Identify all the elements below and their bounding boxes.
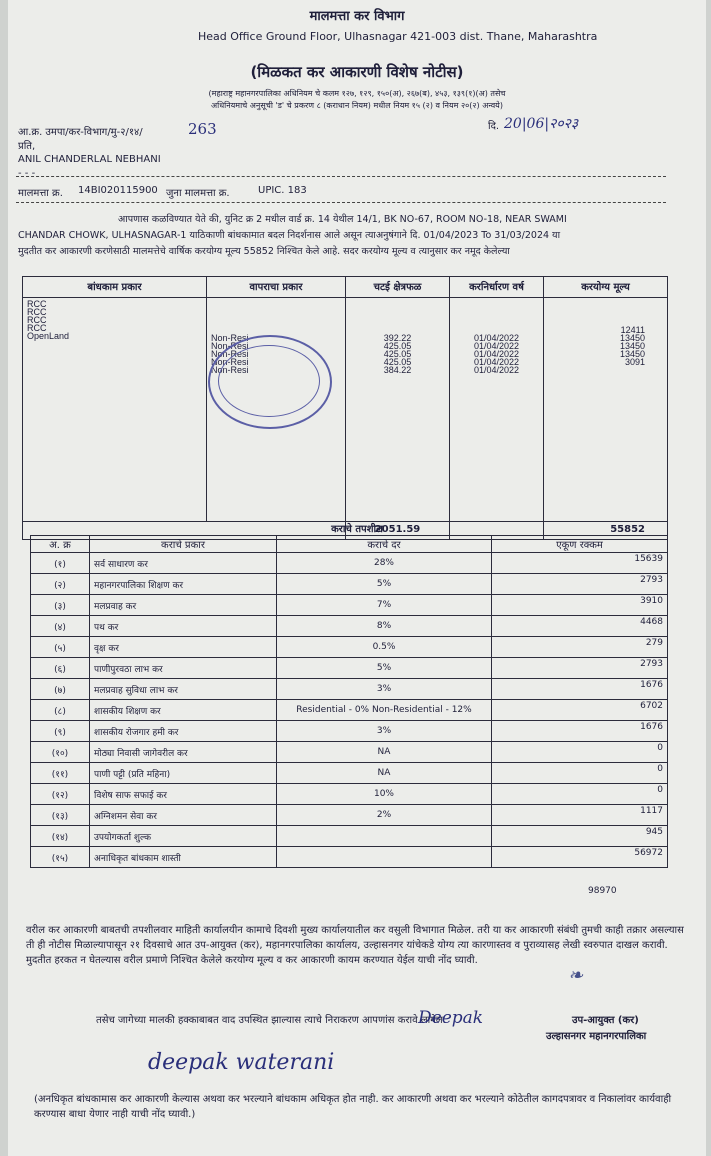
tax-type: उपयोगकर्ता शुल्क bbox=[90, 826, 277, 847]
tax-type: पथ कर bbox=[90, 616, 277, 637]
intro-line1: आपणास कळविण्यात येते की, युनिट क्र 2 मधील वार्ड क्र. 14 येथील 14/1, BK NO-67, ROOM NO-18, NEAR SWAMI bbox=[118, 214, 567, 225]
tax-rate: 3% bbox=[277, 721, 492, 742]
table-row bbox=[31, 784, 668, 805]
property-number: 14BI020115900 bbox=[78, 185, 158, 196]
tax-rate: 5% bbox=[277, 574, 492, 595]
tax-type: अग्निशमन सेवा कर bbox=[90, 805, 277, 826]
tax-rate: NA bbox=[277, 763, 492, 784]
header-usage: वापराचा प्रकार bbox=[207, 277, 346, 298]
tax-type: सर्व साधारण कर bbox=[90, 553, 277, 574]
law-reference-line1: (महाराष्ट्र महानगरपालिका अधिनियम चे कलम १२७, १२९, १५०(अ), २६७(ब), ४५३, १३९(१)(अ) तसेच bbox=[208, 89, 506, 98]
recipient-address-placeholder: - - - bbox=[18, 168, 36, 179]
list-item: 01/04/2022 bbox=[473, 341, 520, 351]
tax-rate: 7% bbox=[277, 595, 492, 616]
tax-amount: 56972 bbox=[492, 847, 668, 868]
tax-type: शासकीय शिक्षण कर bbox=[90, 700, 277, 721]
list-item: RCC bbox=[27, 315, 47, 325]
tax-amount: 6702 bbox=[492, 700, 668, 721]
tax-serial: (१५) bbox=[31, 847, 90, 868]
header-serial: अ. क्र bbox=[31, 536, 90, 553]
notice-document bbox=[8, 0, 706, 1156]
tax-rate: 2% bbox=[277, 805, 492, 826]
list-item: 425.05 bbox=[383, 349, 412, 359]
signatory-office: उल्हासनगर महानगरपालिका bbox=[546, 1031, 647, 1042]
list-item: Non-Resi bbox=[211, 365, 249, 375]
tax-amount: 0 bbox=[492, 763, 668, 784]
tax-type: पाणीपुरवठा लाभ कर bbox=[90, 658, 277, 679]
tax-type: विशेष साफ सफाई कर bbox=[90, 784, 277, 805]
tax-type: पाणी पट्टी (प्रति महिना) bbox=[90, 763, 277, 784]
date-label: दि. bbox=[488, 121, 500, 132]
footer-paragraph3: (अनधिकृत बांधकामास कर आकारणी केल्यास अथवा कर भरल्याने बांधकाम अधिकृत होत नाही. कर आकारणी अथवा कर भरल्याने कोठेतील कागदपत्रावर व निकालांवर कार्यवाही करण्यास बाधा येणार नाही याची नोंद घ्यावी.) bbox=[34, 1094, 672, 1120]
tax-rate bbox=[277, 826, 492, 847]
property-number-label: मालमत्ता क्र. bbox=[18, 188, 63, 199]
tax-serial: (६) bbox=[31, 658, 90, 679]
tax-type: मलप्रवाह कर bbox=[90, 595, 277, 616]
tax-type: मलप्रवाह सुविधा लाभ कर bbox=[90, 679, 277, 700]
tax-amount: 1117 bbox=[492, 805, 668, 826]
list-item: 13450 bbox=[619, 341, 645, 351]
tax-rate: 10% bbox=[277, 784, 492, 805]
official-seal-icon bbox=[208, 335, 332, 429]
tax-rate: 0.5% bbox=[277, 637, 492, 658]
tax-rate: 28% bbox=[277, 553, 492, 574]
tax-type: अनाधिकृत बांधकाम शास्ती bbox=[90, 847, 277, 868]
list-item: 3091 bbox=[624, 357, 645, 367]
header-taxable-value: करयोग्य मूल्य bbox=[544, 277, 668, 298]
list-item: RCC bbox=[27, 323, 47, 333]
header-area: चटई क्षेत्रफळ bbox=[346, 277, 450, 298]
list-item: 01/04/2022 bbox=[473, 357, 520, 367]
total-taxable-value: 55852 bbox=[544, 522, 668, 540]
table-row bbox=[31, 763, 668, 784]
header-year: करनिर्धारण वर्ष bbox=[450, 277, 544, 298]
list-item: RCC bbox=[27, 299, 47, 309]
tax-amount: 3910 bbox=[492, 595, 668, 616]
tax-amount: 15639 bbox=[492, 553, 668, 574]
tax-amount: 279 bbox=[492, 637, 668, 658]
footer-paragraph2: तसेच जागेच्या मालकी हक्काबाबत वाद उपस्थित झाल्यास त्याचे निराकरण आपणांस करावे लागेल. bbox=[96, 1015, 446, 1026]
officer-signature-icon: ❧ bbox=[568, 965, 584, 986]
list-item: Non-Resi bbox=[211, 357, 249, 367]
reference-label: आ.क्र. उमपा/कर-विभाग/मु-२/१४/ bbox=[18, 127, 143, 138]
handwritten-name: deepak waterani bbox=[148, 1050, 335, 1075]
tax-amount: 2793 bbox=[492, 574, 668, 595]
intro-line3: मुदतीत कर आकारणी करणेसाठी मालमत्तेचे वार्षिक करयोग्य मूल्य 55852 निश्चित केले आहे. सदर करयोग्य मूल्य व त्यानुसार कर नमूद केलेल्या bbox=[18, 246, 510, 257]
tax-rate: Residential - 0% Non-Residential - 12% bbox=[277, 700, 492, 721]
tax-serial: (७) bbox=[31, 679, 90, 700]
list-item: 13450 bbox=[619, 333, 645, 343]
final-total-amount: 98970 bbox=[588, 886, 617, 896]
tax-serial: (१०) bbox=[31, 742, 90, 763]
tax-amount: 945 bbox=[492, 826, 668, 847]
header-construction: बांधकाम प्रकार bbox=[23, 277, 207, 298]
table-row bbox=[31, 742, 668, 763]
tax-type: वृक्ष कर bbox=[90, 637, 277, 658]
intro-line2: CHANDAR CHOWK, ULHASNAGAR-1 याठिकाणी बांधकामात बदल निदर्शनास आले असून त्याअनुषंगाने दि. 01/04/2023 To 31/03/2024 या bbox=[18, 230, 561, 241]
tax-serial: (८) bbox=[31, 700, 90, 721]
tax-rate bbox=[277, 847, 492, 868]
list-item: 425.05 bbox=[383, 341, 412, 351]
table-row bbox=[31, 574, 668, 595]
tax-amount: 1676 bbox=[492, 721, 668, 742]
list-item: 01/04/2022 bbox=[473, 365, 520, 375]
tax-rate: 8% bbox=[277, 616, 492, 637]
header-total-amount: एकूण रक्कम bbox=[492, 536, 668, 553]
tax-amount: 0 bbox=[492, 742, 668, 763]
value-column bbox=[544, 298, 668, 522]
tax-amount: 1676 bbox=[492, 679, 668, 700]
tax-serial: (१) bbox=[31, 553, 90, 574]
table-row bbox=[31, 847, 668, 868]
tax-serial: (५) bbox=[31, 637, 90, 658]
date-value: 20|06|२०२३ bbox=[504, 116, 579, 132]
tax-serial: (४) bbox=[31, 616, 90, 637]
tax-serial: (३) bbox=[31, 595, 90, 616]
department-title: मालमत्ता कर विभाग bbox=[309, 9, 405, 24]
list-item: 13450 bbox=[619, 349, 645, 359]
tax-type: महानगरपालिका शिक्षण कर bbox=[90, 574, 277, 595]
reference-number: 263 bbox=[188, 120, 217, 138]
year-column bbox=[450, 298, 544, 522]
list-item: 384.22 bbox=[383, 365, 412, 375]
tax-amount: 0 bbox=[492, 784, 668, 805]
table-row bbox=[31, 700, 668, 721]
table-row bbox=[31, 616, 668, 637]
list-item: 425.05 bbox=[383, 357, 412, 367]
table-row bbox=[31, 595, 668, 616]
tax-serial: (१३) bbox=[31, 805, 90, 826]
notice-title: (मिळकत कर आकारणी विशेष नोटीस) bbox=[250, 63, 464, 81]
table-row bbox=[31, 553, 668, 574]
signatory-title: उप-आयुक्त (कर) bbox=[572, 1015, 639, 1026]
tax-serial: (११) bbox=[31, 763, 90, 784]
table-row bbox=[31, 721, 668, 742]
tax-type: शासकीय रोजगार हमी कर bbox=[90, 721, 277, 742]
upic-number: UPIC. 183 bbox=[258, 185, 307, 196]
list-item: Non-Resi bbox=[211, 349, 249, 359]
tax-details-caption: कराचे तपशील bbox=[331, 524, 383, 535]
recipient-name: ANIL CHANDERLAL NEBHANI bbox=[18, 154, 161, 165]
header-tax-rate: कराचे दर bbox=[277, 536, 492, 553]
tax-details-table bbox=[30, 535, 668, 868]
list-item: RCC bbox=[27, 307, 47, 317]
table-row bbox=[31, 637, 668, 658]
tax-rate: NA bbox=[277, 742, 492, 763]
list-item: OpenLand bbox=[27, 331, 70, 341]
divider bbox=[16, 202, 666, 203]
tax-serial: (१४) bbox=[31, 826, 90, 847]
footer-paragraph1: वरील कर आकारणी बाबतची तपशीलवार माहिती कार्यालयीन कामाचे दिवशी मुख्य कार्यालयातील कर वसुली विभागात मिळेल. तरी या कर आकारणी संबंधी तुमची काही तक्रार असल्यास ती ही नोटीस मिळाल्यापासून २१ दिवसाचे आत उप-आयुक्त (कर), महानगरपालिका कार्यालय, उल्हासनगर यांचेकडे योग्य त्या कारणास्तव व पुराव्यासह लेखी स्वरुपात दाखल करावी. मुदतीत हरकत न घेतल्यास वरील प्रमाणे निश्चित केलेले करयोग्य मूल्य व कर आकारणी कायम करण्यात येईल याची नोंद घ्यावी. bbox=[26, 925, 684, 966]
list-item: 392.22 bbox=[383, 333, 412, 343]
header-tax-type: कराचे प्रकार bbox=[90, 536, 277, 553]
office-address: Head Office Ground Floor, Ulhasnagar 421-003 dist. Thane, Maharashtra bbox=[198, 30, 598, 43]
tax-serial: (२) bbox=[31, 574, 90, 595]
tax-type: मोठ्या निवासी जागेवरील कर bbox=[90, 742, 277, 763]
list-item: Non-Resi bbox=[211, 341, 249, 351]
property-assessment-table bbox=[22, 276, 668, 540]
list-item: 01/04/2022 bbox=[473, 333, 520, 343]
tax-serial: (९) bbox=[31, 721, 90, 742]
total-area: 2051.59 bbox=[346, 522, 450, 540]
list-item: 01/04/2022 bbox=[473, 349, 520, 359]
tax-amount: 2793 bbox=[492, 658, 668, 679]
tax-rate: 3% bbox=[277, 679, 492, 700]
list-item: Non-Resi bbox=[211, 333, 249, 343]
tax-amount: 4468 bbox=[492, 616, 668, 637]
divider bbox=[16, 176, 666, 177]
table-row bbox=[31, 658, 668, 679]
table-row bbox=[31, 805, 668, 826]
area-column bbox=[346, 298, 450, 522]
handwritten-signature: Deepak bbox=[418, 1008, 484, 1028]
table-row bbox=[31, 679, 668, 700]
table-row bbox=[31, 826, 668, 847]
construction-column bbox=[23, 298, 207, 522]
prati-label: प्रति, bbox=[18, 141, 36, 152]
list-item: 12411 bbox=[620, 325, 645, 335]
tax-rate: 5% bbox=[277, 658, 492, 679]
law-reference-line2: अधिनियमाचे अनुसूची 'ड' चे प्रकरण ८ (कराधान नियम) मधील नियम १५ (२) व नियम २०(२) अन्वये) bbox=[211, 101, 503, 110]
old-property-label: जुना मालमत्ता क्र. bbox=[166, 188, 230, 199]
tax-serial: (१२) bbox=[31, 784, 90, 805]
